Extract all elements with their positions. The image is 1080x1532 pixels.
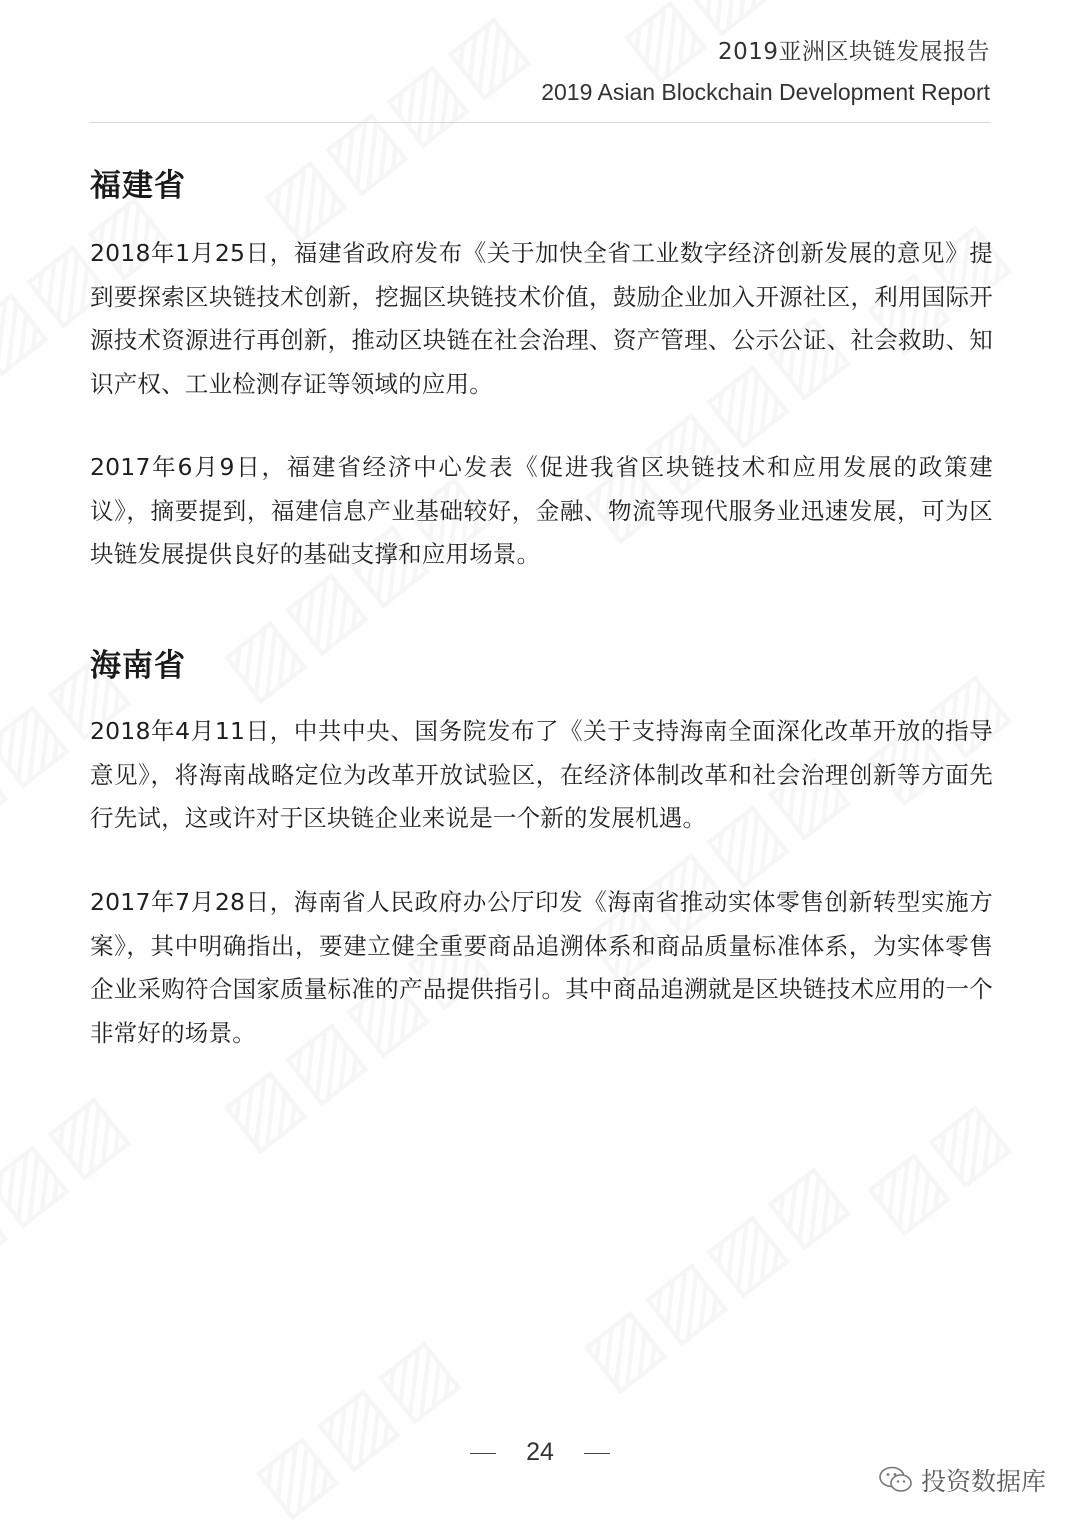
report-title-en: 2019 Asian Blockchain Development Report xyxy=(541,79,990,105)
watermark xyxy=(565,1144,865,1406)
brand-name: 投资数据库 xyxy=(920,1467,1046,1496)
watermark xyxy=(0,1074,146,1336)
page-number: 24 xyxy=(526,1438,554,1466)
paragraph-hainan-2: 2017年7月28日，海南省人民政府办公厅印发《海南省推动实体零售创新转型实施方案》，其中明确指出，要建立健全重要商品追溯体系和商品质量标准体系，为实体零售企业采购符合国家质量标准的产品提供指引。其中商品追溯就是区块链技术应用的一个非常好的场景。 xyxy=(90,888,993,1047)
report-title-cn: 2019亚洲区块链发展报告 xyxy=(717,39,990,65)
report-header xyxy=(541,34,990,112)
wechat-icon xyxy=(879,1466,913,1494)
header-divider xyxy=(90,122,990,123)
section-title-hainan: 海南省 xyxy=(90,648,186,684)
watermark xyxy=(849,1082,1027,1249)
footer-dash-right xyxy=(584,1453,610,1454)
paragraph-fujian-1: 2018年1月25日，福建省政府发布《关于加快全省工业数字经济创新发展的意见》提到要探索区块链技术创新，挖掘区块链技术价值，鼓励企业加入开源社区，利用国际开源技术资源进行再创新，推动区块链在社会治理、资产管理、公示公证、社会救助、知识产权、工业检测存证等领域的应用。 xyxy=(90,239,993,398)
paragraph-hainan-1: 2018年4月11日，中共中央、国务院发布了《关于支持海南全面深化改革开放的指导意见》，将海南战略定位为改革开放试验区，在经济体制改革和社会治理创新等方面先行先试，这或许对于区块链企业来说是一个新的发展机遇。 xyxy=(90,717,993,832)
section-title-fujian: 福建省 xyxy=(90,168,186,204)
watermark xyxy=(245,0,545,256)
brand-mark xyxy=(879,1462,1046,1498)
watermark xyxy=(237,1318,476,1532)
paragraph-fujian-2: 2017年6月9日，福建省经济中心发表《促进我省区块链技术和应用发展的政策建议》，摘要提到，福建信息产业基础较好，金融、物流等现代服务业迅速发展，可为区块链发展提供良好的基础支撑和应用场景。 xyxy=(90,453,993,568)
footer-dash-left xyxy=(470,1453,496,1454)
